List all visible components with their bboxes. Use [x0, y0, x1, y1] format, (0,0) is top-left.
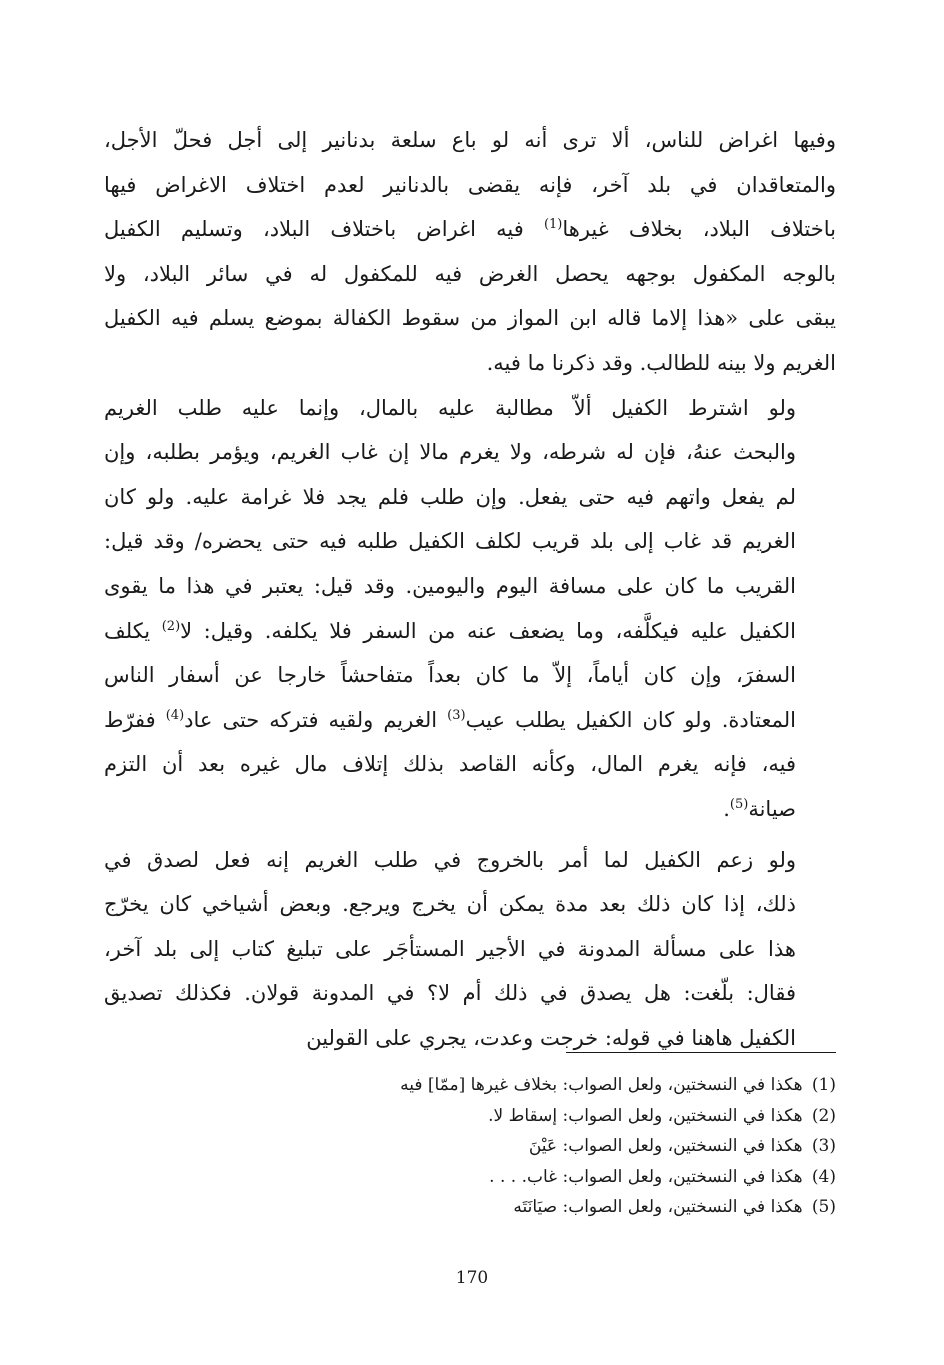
- footnote-1: [300, 1070, 836, 1101]
- text-line: ولو زعم الكفيل لما أمر بالخروج في طلب الغريم إنه فعل لصدق في: [104, 847, 796, 872]
- text-line: يبقى على «هذا إلاما قاله ابن المواز من سقوط الكفالة بموضع يسلم فيه الكفيل: [104, 306, 836, 331]
- text-segment: المعتادة. ولو كان الكفيل يطلب عيب: [465, 707, 796, 732]
- footnote-text: هكذا في النسختين، ولعل الصواب: بخلاف غيرها [ممّا] فيه: [400, 1075, 803, 1095]
- text-segment: ففرّط: [104, 707, 166, 732]
- footnote-4: [300, 1162, 836, 1193]
- text-line: والبحث عنهُ، فإن له شرطه، ولا يغرم مالا إن غاب الغريم، ويؤمر بطلبه، وإن: [104, 440, 796, 465]
- text-line: القريب ما كان على مسافة اليوم واليومين. وقد قيل: يعتبر في هذا ما يقوى: [104, 573, 796, 598]
- text-line: ولو اشترط الكفيل ألاّ مطالبة عليه بالمال، وإنما عليه طلب الغريم: [104, 395, 796, 420]
- footnote-number: (1): [811, 1075, 836, 1095]
- text-segment: الغريم ولقيه فتركه حتى عاد: [184, 707, 448, 732]
- text-line: بالوجه المكفول بوجهه يحصل الغرض فيه للمكفول له في سائر البلاد، ولا: [104, 261, 836, 286]
- text-segment: فيه اغراض باختلاف البلاد، وتسليم الكفيل: [104, 217, 544, 242]
- text-line: ذلك، إذا كان ذلك بعد مدة يمكن أن يخرج ويرجع. وبعض أشياخي كان يخرّج: [104, 892, 796, 917]
- text-line: الغريم قد غاب إلى بلد قريب لكلف الكفيل طلبه فيه حتى يحضره/ وقد قيل:: [104, 529, 796, 554]
- footnote-ref-4[interactable]: (4): [165, 707, 185, 723]
- text-segment: .: [723, 796, 730, 821]
- text-segment: صيانة: [748, 796, 796, 821]
- text-line: السفرَ، وإن كان أياماً، إلاّ ما كان بعداً متفاحشاً خارجا عن أسفار الناس: [104, 663, 796, 688]
- footnote-ref-2[interactable]: (2): [161, 618, 181, 634]
- paragraph-2: [104, 386, 836, 832]
- text-line: [104, 609, 836, 654]
- page-number: 170: [455, 1268, 489, 1288]
- footnote-5: [300, 1192, 836, 1223]
- footnote-ref-5[interactable]: (5): [729, 796, 749, 812]
- footnote-2: [300, 1101, 836, 1132]
- text-line: [104, 207, 836, 252]
- footnote-number: (4): [811, 1166, 836, 1187]
- text-segment: الكفيل عليه فيكلَّفه، وما يضعف عنه من السفر فلا يكلفه. وقيل: لا: [180, 618, 796, 643]
- footnote-ref-1[interactable]: (1): [543, 217, 563, 233]
- text-line: الغريم ولا بينه للطالب. وقد ذكرنا ما فيه.: [486, 350, 836, 375]
- text-segment: يكلف: [104, 618, 162, 643]
- footnote-text: هكذا في النسختين، ولعل الصواب: غاب. . . .: [489, 1166, 803, 1187]
- text-line: لم يفعل واتهم فيه حتى يفعل. وإن طلب فلم يجد فلا غرامة عليه. ولو كان: [104, 484, 796, 509]
- paragraph-3: [104, 838, 836, 1061]
- footnote-number: (2): [811, 1105, 836, 1126]
- footnote-number: (5): [811, 1197, 836, 1218]
- footnote-text: هكذا في النسختين، ولعل الصواب: إسقاط لا.: [488, 1105, 803, 1126]
- footnote-number: (3): [811, 1136, 836, 1157]
- text-line: والمتعاقدان في بلد آخر، فإنه يقضى بالدنانير لعدم اختلاف الاغراض فيها: [104, 172, 836, 197]
- main-text: [104, 118, 836, 1060]
- text-segment: باختلاف البلاد، بخلاف غيرها: [562, 217, 836, 242]
- footnote-text: هكذا في النسختين، ولعل الصواب: عَيْنَ: [528, 1136, 803, 1157]
- text-line: فيه، فإنه يغرم المال، وكأنه القاصد بذلك إتلاف مال غيره بعد أن التزم: [104, 752, 796, 777]
- text-line: فقال: بلّغت: هل يصدق في ذلك أم لا؟ في المدونة قولان. فكذلك تصديق: [104, 981, 796, 1006]
- footnote-text: هكذا في النسختين، ولعل الصواب: صيَانَتَه: [513, 1197, 803, 1218]
- footnotes-list: [300, 1070, 836, 1223]
- text-line: الكفيل هاهنا في قوله: خرجت وعدت، يجري على القولين: [306, 1025, 796, 1050]
- footnote-divider: [566, 1052, 836, 1053]
- paragraph-1: [104, 118, 836, 386]
- text-line: وفيها اغراض للناس، ألا ترى أنه لو باع سلعة بدنانير إلى أجل فحلّ الأجل،: [104, 128, 836, 152]
- footnote-3: [300, 1131, 836, 1162]
- footnote-ref-3[interactable]: (3): [447, 707, 466, 723]
- text-line: [104, 787, 836, 832]
- text-line: [104, 698, 836, 743]
- text-line: هذا على مسألة المدونة في الأجير المستأجَر على تبليغ كتاب إلى بلد آخر،: [104, 936, 796, 961]
